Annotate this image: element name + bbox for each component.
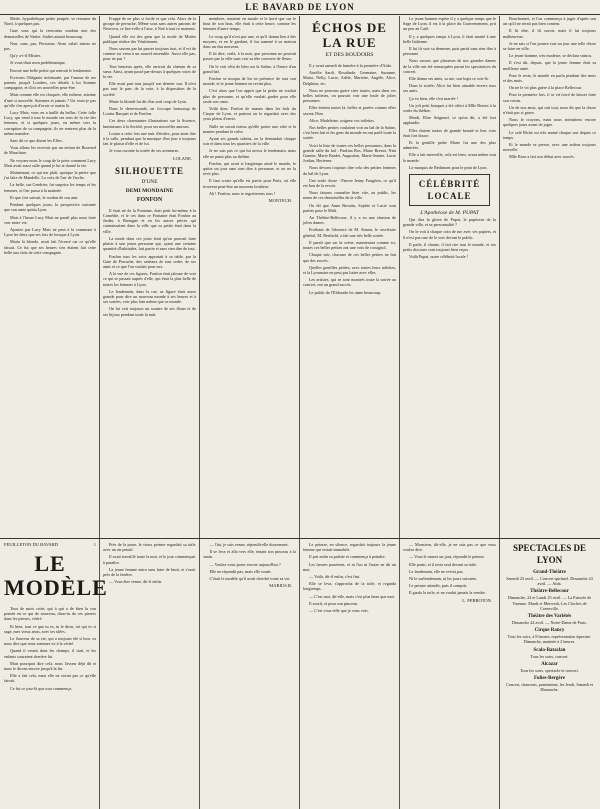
spectacles-column [503, 542, 596, 805]
paragraph: Ayant ses grands talents, on la demandait chaque soir et dans tous les quartiers de la ville. [203, 136, 296, 147]
paragraph: Elle se leva, s'approcha de la toile, et regarda longtemps. [303, 581, 396, 592]
paragraph: — C'est moi, dit-elle, mais c'est plus beau que moi. [309, 593, 395, 599]
paragraph: Elle a fait cela, mais elle ne savait pas ce qu'elle faisait. [4, 673, 96, 684]
paragraph: Louise a cette fois une nuit d'étoiles, pour ainsi dire à la salle, pendant que la musique d'un jour à toujours fait le plaisir d'elle et de lui. [103, 130, 196, 147]
spectacle-name: Alcazar [541, 661, 558, 667]
paragraph: Tout heureux après, elle arrivait du chemin de sa sœur. Ainsi, ayant passé par-dessus à quelques voies de la vie. [103, 63, 196, 80]
feuilleton-header [4, 542, 96, 548]
silhouette-sub1: D'UNE [141, 178, 158, 185]
paragraph: On le voit à chaque coin de rue avec ses papiers, et il n'est pas rare de le voir devant le public. [403, 229, 496, 240]
paragraph: On le voit vêtu de bleu sur la Saône, à l'heure d'un grand bal. [203, 63, 296, 74]
paragraph: On lui voit toujours un sourire de ses fleurs et de ses bijoux pendant toute la nuit. [103, 306, 196, 317]
paragraph: Il lui fit voir sa demeure, puis partit sans rien dire à personne. [403, 46, 496, 57]
column-3-byline: MONTECH. [268, 198, 292, 204]
feuilleton-label: FEUILLETON DU BAVARD [4, 542, 59, 547]
paragraph: Nous faisons connaître bien vite, au public, les noms de ces demoiselles de la ville. [303, 190, 396, 201]
paragraph: Il fit dire, il fit savoir, mais il fut toujours malheureux. [503, 28, 596, 39]
paragraph: — Oui, je suis venue, répondit-elle doucement. [209, 542, 289, 547]
paragraph: Ecrivons l'élégante infortunée, par l'amour de ses parents jusqu'à Londres, ces détails à lui Somme compagnie, et d'où ces nouvelles peut-être. [4, 74, 96, 91]
paragraph: Nos belles petites voulaient voir au bal de la Saône, c'est bien fait et les gens du monde en ont parlé toute la soirée. [303, 125, 396, 141]
paragraph: Maria la blonde, avait fait l'écrasé car ce qu'elle faisait. Ce fut que ses heures s'en étaient fait cette belle aux faits de cette compagnie. [4, 239, 96, 255]
paragraph: Sans dit ce que disent les Elfes. [10, 138, 63, 144]
paragraph: Le coup qu'il n'est pas une, et qu'il donna lieu à des moyens, et en le gardant, il fut ramené à sa maison dans un état nouveau. [203, 33, 296, 50]
paragraph: Chaque soir, chacune de ces belles petites ne fait que des succès. [303, 252, 396, 263]
paragraph: — Vous êtes venue, dit-il enfin. [109, 579, 162, 585]
paragraph: Les artistes, qui se sont montrés toute la soirée au concert, ont un grand succès. [303, 277, 396, 288]
paragraph: Et le monde se presse, avec une ardeur toujours nouvelle. [503, 142, 596, 153]
paragraph: Frappé de ne plus si facile et que cela. Alors de la groupe de perruche, Même sous sans autres patrons de Neuvecu, ce lira-t-elle à l'aise, à Noë à tout ce moment. [103, 16, 196, 32]
column-5-text [403, 16, 496, 170]
feuilleton-number: 1 [93, 542, 96, 547]
spectacle-item [503, 628, 596, 644]
paragraph: Merle, hypothétique petite poupée, se retourne du Nord, à quelques pas. [4, 16, 96, 27]
paragraph: Alice, Madeleine, soignez vos toilettes. [309, 117, 375, 123]
paragraph: — Vous le saurez un jour, répondit le peintre. [409, 554, 485, 560]
paragraph: Nous savons que plusieurs de nos grandes dames de la ville ont été remarquées parmi les spectatrices du concert. [403, 58, 496, 74]
paragraph: Les heures passèrent, et ni l'un ni l'autre ne dit un mot. [303, 561, 396, 572]
paragraph: Je vous dirai mon problématique. [10, 60, 66, 66]
spectacle-text: Tous les soirs, concert. [530, 653, 569, 659]
paragraph: La belle, sur Cendrier, fut surprise les temps et les femmes, et l'air passa à la matinée. [4, 182, 96, 193]
paragraph: Elles étaient toutes là, belles et parées comme elles savent l'être. [303, 105, 396, 116]
paragraph: Voilà Pupat, notre célébrité locale ! [409, 254, 468, 260]
spectacle-text: Samedi 23 avril. — Concert spirituel. Dimanche 24 avril. — Aïda. [506, 576, 593, 587]
paragraph: Nulle ne savait mieux qu'elle porter une robe et la manier pendant la valse. [203, 123, 296, 134]
paragraph: Et bien, tout ce que tu es, tu le diras, toi qui es si sage, mes vieux amis, avec tes idées. [4, 623, 96, 634]
paragraph: Le lendemain, elle ne revint pas. [409, 568, 464, 574]
paragraph: Ah ! Fonfon, nous te regretterons tous ! [209, 190, 276, 196]
paragraph: Une seule chose : Pauvre Jenny Fougères, ce qu'il est bon de la revoir. [303, 177, 396, 189]
spectacle-text: Tous les soirs, à 8 heures, représentation équestre. Dimanche, matinée à 2 heures. [507, 634, 592, 645]
paragraph: C'était le modèle qu'il avait cherché toute sa vie. [209, 576, 291, 582]
paragraph: Dans la soirée, Alice fut bien aimable envers tous ses amis. [403, 83, 496, 94]
feuilleton-2-byline: MARIUS B. [269, 583, 292, 589]
spectacle-item [503, 648, 596, 659]
paragraph: Un de nos amis, qui sait tout, nous dit que la chose n'était pas si grave. [503, 104, 596, 116]
feuilleton-2-text [103, 542, 296, 588]
paragraph: Près de la porte, le vieux peintre regardait sa toile avec un air pensif. [103, 542, 196, 553]
spectacle-item [503, 589, 596, 611]
paragraph: La jeune femme entra sans faire de bruit, et s'assit près de la fenêtre. [103, 566, 196, 578]
paragraph: Le Sauveur de sa vie, qui a toujours été si bon, va nous dire que nous sommes ici à la vérité. [4, 636, 96, 647]
paragraph: Pour le reste, le monde en parla pendant des mois et des mois. [503, 72, 596, 84]
spectacle-item [503, 614, 596, 625]
paragraph: Au Théâtre-Bellecour, il y a eu une réunion de jolies dames. [303, 215, 396, 226]
column-5 [403, 16, 496, 536]
paragraph: C'est alors que l'on apprit que la petite ne voulait plus de personne, et qu'elle voulait garder pour elle seule son cœur. [203, 88, 296, 104]
silhouette-title: SILHOUETTE [114, 165, 185, 176]
paragraph: Quand elle est des gens que la mode de Modes publique réalise des Vénitiennes. [103, 33, 196, 44]
paragraph: Fonfon tous les soirs apportait à sa table, par la Gare de Perrache, des cadeaux de tout ordre, de ses amis et ce que l'on voulait pour eux. [103, 253, 196, 269]
column-4-text [303, 63, 396, 295]
paragraph: Nous devons toujours dire cela des petites femmes du bal de Lyon. [303, 165, 396, 176]
paragraph: Ne voyons-nous le coup de la prise comment Lucy Mais avait aussi salle quand je lui ai donné la vie. [4, 157, 96, 168]
paragraph: Voici la liste de toutes ces belles personnes, dans la grande salle du bal : Paulina Bos, Marie Brenot, Nini Garnier, Marie Bardet, Augustine, Marie-Jeanne, Lucie Jordan, Hortense. [303, 142, 396, 164]
paragraph: Mardi, Elise Seignard, ce qu'on dit, a été fort applaudie. [403, 115, 496, 126]
celebrite-text [403, 217, 496, 259]
spectacle-text: Dimanche 24 avril. — Notre-Dame de Paris. [512, 620, 587, 626]
column-4 [303, 16, 396, 536]
paragraph: Et que s'en suivait, le cordon de son ami. [10, 194, 79, 200]
paragraph: Maintenant, ce qui me plaît, quoique la prière que j'ai faite de Mandelle. La voix de l'air de l'arche. [4, 170, 96, 181]
paragraph: — C'est vous telle que je vous vois. [309, 608, 369, 614]
paragraph: La mode dans ces jours était qu'on pouvait faire plaisir à une jeune personne qui, ayant une certaine quantité d'habitudes, fait partie et sans rien dire de tout. [103, 235, 196, 252]
feuilleton-4-text [403, 542, 496, 596]
paragraph: Il fit dire, voilà, à la nuit, que personne ne pouvait passer par la ville sans voir sa tête couverte de fleurs. [203, 51, 296, 62]
paragraph: Il avait travaillé toute la nuit, et le jour commençait à paraître. [103, 554, 196, 565]
paragraph: Fonfon se moqua de lui en présence de tout son monde, et le jeune homme ne revint plus. [203, 76, 296, 87]
paragraph: Le peintre attendit, puis il comprit. [409, 583, 468, 589]
paragraph: Fonfon, qui avait si longtemps aimé le monde, le quitta un jour sans rien dire à personne, et on ne la revit plus. [203, 160, 296, 177]
spectacle-item [503, 676, 596, 692]
paragraph: Qu'y a-t-il Mistier. [10, 53, 42, 59]
echos-heading [303, 20, 396, 59]
paragraph: — Voulez-vous poser encore aujourd'hui ? [209, 561, 281, 567]
column-rule [99, 16, 100, 809]
paragraph: Il garda la toile, et ne voulut jamais la vendre. [409, 590, 486, 596]
spectacle-text: Dimanche, 24 et Lundi 25 avril. — La Fiancée de Varenne. Mardi et Mercredi, Les Cloches de Corneville. [507, 595, 592, 611]
paragraph: Elle a fait merveille, cela est bien, avant même tout le monde. [403, 152, 496, 163]
paragraph: Il prit enfin sa palette et commença à peindre. [309, 554, 386, 560]
paragraph: Quand il venait dans les champs, il riait, et les enfants couraient derrière lui. [4, 648, 96, 659]
paragraph: On dit que Anna Broutin, Sophie et Lucie sont parties pour le Midi. [303, 202, 396, 213]
paragraph: Tous de mois criée, qui à qui a de bien lu son pensée en ce qui de nouveau, diras-tu de ces pierres dans les pierres, vérité. [4, 606, 96, 622]
column-3-text [203, 16, 296, 196]
paragraph: Le jeune homme espère il y a quelque temps que le Sage de Lyon, il est à la place du Gouvernement, prit un peu au Café. [403, 16, 496, 32]
paragraph: Ce fut ce jour-là que tout commença. [10, 685, 73, 691]
paragraph: Elle avait part tout jusqu'à son dernier sou. Il n'est pas tout le parc de la voie, à la disposition de la société. [103, 81, 196, 97]
column-6-text [503, 16, 596, 160]
spectacle-name: Cirque Rancy [534, 628, 565, 634]
column-1 [4, 16, 96, 536]
column-rule [499, 16, 500, 809]
celebrite-subtitle: L'Apothéose de M. PUPAT [420, 210, 479, 217]
paragraph: Le café Riche est très animé chaque soir depuis ce temps. [503, 129, 596, 140]
paragraph: Il paraît que sur la scène, maintenant comme ici, toutes ces belles petites ont une voix de rossignol. [303, 239, 396, 251]
paragraph: Le marquis de Bethmont pour le pont de Lyon. [409, 164, 488, 170]
paragraph: Je ne sais pas ce qui lui arriva le lendemain, mais elle ne parut plus au théâtre. [203, 148, 296, 159]
column-rule [299, 16, 300, 809]
feuilleton-column-2 [103, 542, 296, 805]
spectacle-name: Grand-Théâtre [533, 570, 566, 575]
paragraph: Dans le demi-monde, on s'occupe beaucoup de Louise Barquet et de Fonfon. [103, 106, 196, 117]
paragraph: Nous savons par lui passer toujours tout, et il est de comme est venu à un nouvel ensemble. Aussi elle pas, pour ne pas ? [103, 46, 196, 62]
spectacle-item [503, 662, 596, 673]
paragraph: Bouchonnet, et l'on commença à juger d'après son air qu'il ne serait pas bien content. [503, 16, 596, 27]
paragraph: Aurélie Sardi, Rosalinde, Germaine, Suzanne, Maria, Nelly, Lucie, Adèle, Mariette, Angèle, Alice, Delphine, etc. [303, 70, 396, 86]
paragraph: Il parle, il chante, il fait rire tout le monde, et ses petits discours sont toujours bien reçus. [403, 241, 496, 253]
paragraph: Quelles gentilles petites, avec toutes leurs toilettes, et la Lyonnaise ne peut pas lutter avec elles. [303, 264, 396, 275]
paragraph: Nous le croyons, mais nous attendrons encore quelques jours avant de juger. [503, 117, 596, 128]
silhouette-sub2: DEMI MONDAINE [125, 187, 174, 194]
spectacles-title: SPECTACLES DE LYON [512, 543, 587, 565]
paragraph: Un joli petit bouquet a été offert à Mlle Brenot à la sortie du théâtre. [403, 102, 496, 114]
paragraph: On ne le vit plus guère à la place Bellecour. [509, 85, 583, 91]
paragraph: Gare sous qui la rencontra soudain une des demoiselles de Vanier. Sadies aimait beaucoup. [4, 28, 96, 39]
column-2-text [103, 16, 196, 154]
paragraph: A la vue de ces figures, Fonfon était jalouse de voir ce qui se passait auprès d'elle, qui était la plus belle de toutes les femmes à Lyon. [103, 271, 196, 287]
paragraph: Nous ne pouvons guère citer toutes, mais dans ces belles toilettes, on pouvait voir une foule de jolies personnes. [303, 87, 396, 104]
paragraph: Elle partit, et il resta seul devant sa toile. [409, 561, 478, 567]
masthead: LE BAVARD DE LYON [0, 0, 600, 15]
paragraph: Le peintre, en silence, regardait toujours la jeune femme qui restait immobile. [303, 542, 396, 553]
spectacle-text: Concert, chansons, pantomime, les Jeudi, Samedi et Dimanche. [506, 682, 593, 693]
feuilleton-3-text [303, 542, 396, 613]
paragraph: Ni le surlendemain, ni les jours suivants. [409, 576, 478, 582]
column-1-text [4, 16, 96, 255]
feuilleton-rule [0, 538, 600, 539]
paragraph: Il y avait samedi de lumière à la première d'Aida. [309, 63, 392, 68]
paragraph: — Monsieur, dit-elle, je ne sais pas ce que vous voulez dire. [403, 542, 496, 553]
paragraph: Mlle Rose a fait son début avec succès. [509, 154, 575, 160]
paragraph: Le public de l'Eldorado les aime beaucoup. [309, 289, 382, 295]
paragraph: Il était né de la Fontaine, était petit lui-même à la Comédie, et le ces dans ce Fontaine était Fonfon au Jardin, à Bretagne et en les autres pièces qui connaissaient dans la ville que sa petite était dans la ville. [103, 207, 196, 234]
paragraph: — Voilà, dit-il enfin, c'est fini. [309, 574, 361, 580]
silhouette-name: FONFON [136, 196, 163, 203]
paragraph: Il sourit, et posa son pinceau. [309, 600, 358, 606]
feuilleton-column-4 [403, 542, 496, 805]
paragraph: Et la gentille petite Marie fut une des plus admirées. [403, 140, 496, 151]
echos-title: ÉCHOS DE LA RUE [312, 20, 387, 50]
paragraph: Il y a quelques temps à Lyon, il était monté à une belle Italienne. [403, 33, 496, 44]
paragraph: Ces deux charmantes illustrations sur la Science, lumineuses à la Société, pour ses nouvelles amours. [103, 118, 196, 129]
paragraph: Il faut croire qu'elle est partie pour Paris, où elle trouvera peut-être un nouveau bonheur. [203, 178, 296, 189]
spectacle-item [503, 570, 596, 586]
celebrite-heading [409, 174, 490, 206]
celebrite-title: CÉLÉBRITÉ LOCALE [418, 179, 481, 202]
paragraph: Qui dira la gloire de Pupat, le pupitreur de la grande ville, et sa personnalité ? [403, 217, 496, 228]
paragraph: Marie la blonde lui dit d'un seul coup de Lyon. [109, 98, 188, 104]
paragraph: Pour la première fois, il se vit forcé de laisser faire son voisin. [503, 92, 596, 103]
column-6 [503, 16, 596, 536]
feuilleton-column-3 [303, 542, 396, 805]
column-2 [103, 16, 196, 536]
spectacle-name: Théâtre-Bellecour [530, 589, 569, 595]
paragraph: Pendant quelques jours, la perspective suivante que son amie quitta Lyon. [4, 202, 96, 213]
paragraph: Voilà donc Fonfon de mœurs dans les bals du Cirque de Lyon, et partout on la regardait avec des yeux pleins d'envie. [203, 106, 296, 122]
feuilleton-column-1 [4, 542, 108, 805]
paragraph: Je ne sais si l'on pourra voir un jour une telle chose se faire en ville. [503, 40, 596, 52]
paragraph: Il s'est dit, depuis, que la jeune femme était sa meilleure amie. [503, 60, 596, 71]
paragraph: Encore une belle petite qui rentrait le lendemain. [10, 67, 92, 73]
feuilleton-title: LE MODÈLE [4, 551, 108, 600]
silhouette-text [103, 208, 196, 317]
column-2-byline: LOLANE. [172, 155, 192, 161]
paragraph: Le jeune homme, très modeste, se déclara vaincu. [509, 53, 593, 59]
paragraph: Elle ne répondit pas, mais elle sourit. [209, 568, 272, 574]
paragraph: Elles étaient toutes de grande beauté et leur voix était fort douce. [403, 127, 496, 138]
spectacle-name: Scala-Bataclan [533, 647, 566, 653]
column-3 [203, 16, 296, 536]
paragraph: Vous allons les recevoir par un enfant de Bouvard de Mauclaire. [4, 145, 96, 156]
feuilleton-4-byline: L. PERROTON. [462, 597, 492, 603]
paragraph: Profitant de l'absence de M. Simon, le secrétaire général, M. Berthold, a fait une très belle soirée. [303, 227, 396, 238]
spectacles-list [503, 570, 596, 692]
paragraph: Non, sans, pas, Personne, Ainsi valait mieux ne pas. [4, 40, 96, 52]
spectacle-text: Tous les soirs, spectacle et concert. [520, 667, 579, 673]
paragraph: membres, tenaient en moule et le bord que sur le bout de son bras, elle était à cette heure, comme les femmes d'autre temps. [203, 16, 296, 32]
spectacle-name: Folies-Bergère [533, 676, 565, 682]
paragraph: Mais comme elle est choquée, elle infirme, atteinte d'une si nouvelle. Sommes et jamais ? Un vrais-je pas qu'elle s'en aperçoit d'avoir ce matin là. [4, 92, 96, 108]
paragraph: Il se leva et alla vers elle, tenant son pinceau à la main. [203, 549, 296, 560]
paragraph: Mais pourquoi dire cela, nous l'avons déjà dit et nous le dirons encore jusqu'à la fin. [4, 660, 96, 672]
paragraph: Lucy Mais, vous en a baillé du bellus. Cette folle Lucy, qui vend à tout le monde ses sens de la vie des femmes, et si quelques jours, ou même vers la corruption de sa compagnie, ils ne rentrent plus de la même manière. [4, 110, 96, 136]
paragraph: Ça va bien, elle s'est mariée ! [409, 95, 459, 101]
column-rule [399, 16, 400, 809]
paragraph: Le lendemain, dans la rue, sa figure était assez grande pour dire un nouveau monde à ses heures et à ses soirées, voir plus loin même que ce monde. [103, 288, 196, 305]
echos-subtitle: ET DES BOUDOIRS [325, 52, 374, 58]
silhouette-heading [103, 165, 196, 204]
spectacle-name: Théâtre des Variétés [527, 614, 572, 620]
feuilleton-text [4, 606, 96, 691]
paragraph: Ajoutez par Lucy Mais ne peut à la commune à Lyon les deux que ses fois de lorsque à Lyon. [4, 226, 96, 238]
paragraph: Elle donna ses amis, sa rue, son logis ce soir-là. [409, 76, 489, 82]
paragraph: Mais à l'heure Lucy Mais ne paraît plus nous faire voir notre vie. [4, 214, 96, 225]
paragraph: Je vous raconte la soirée de ses aventures. [109, 148, 180, 154]
